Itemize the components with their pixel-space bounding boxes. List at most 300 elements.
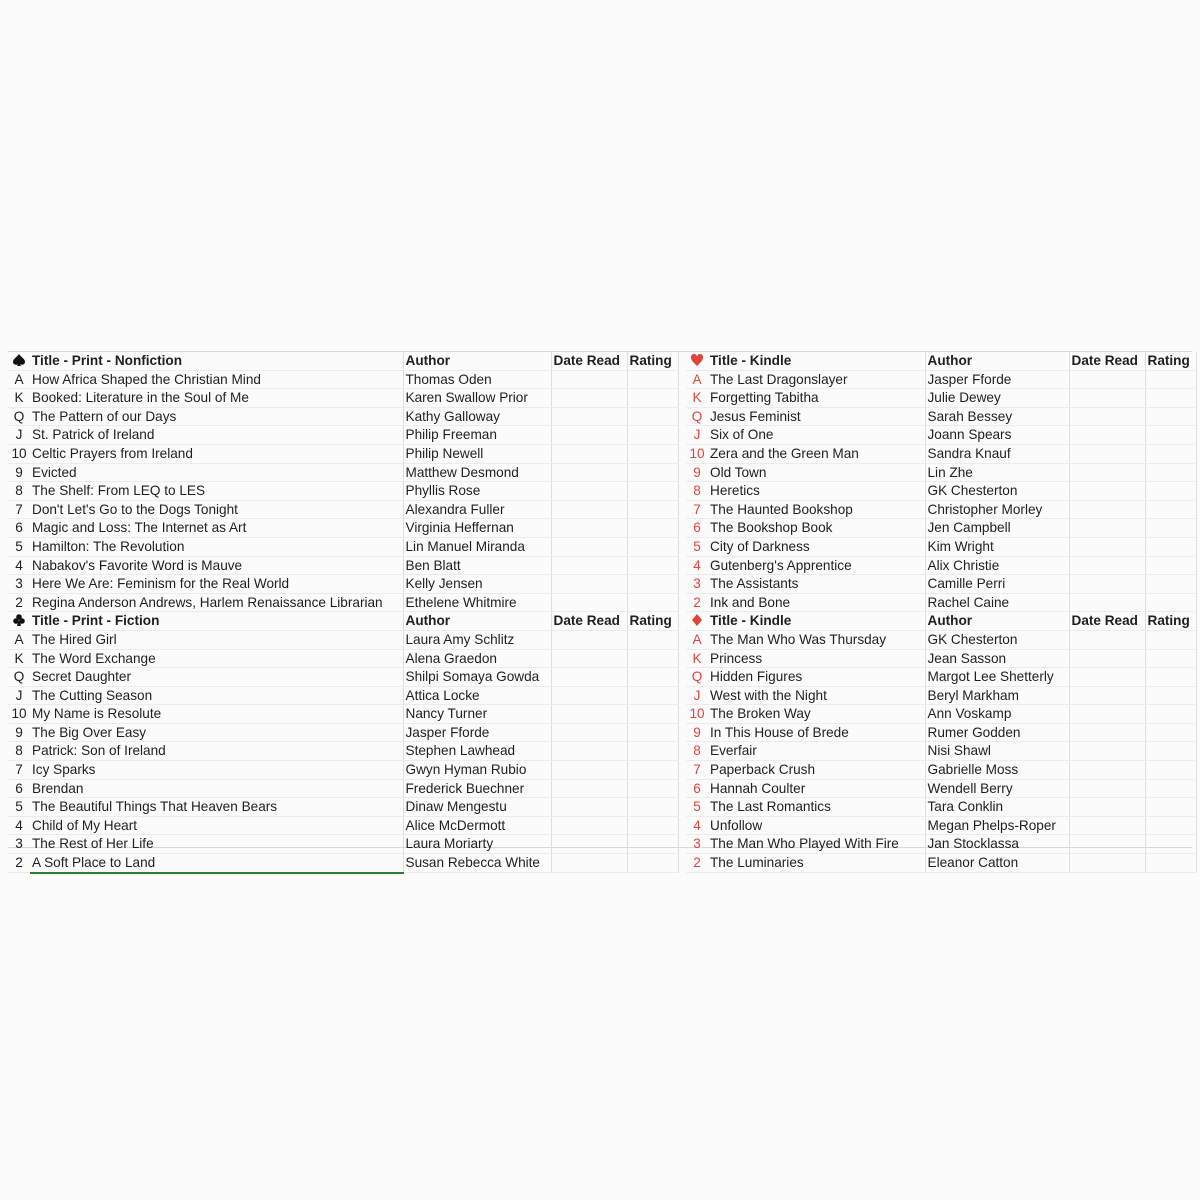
book-author-cell[interactable]: Sarah Bessey bbox=[925, 407, 1069, 426]
table-row bbox=[8, 835, 678, 854]
book-author-cell[interactable]: Attica Locke bbox=[403, 686, 551, 705]
rating-cell[interactable] bbox=[627, 389, 678, 408]
card-rank[interactable]: 2 bbox=[686, 854, 708, 873]
date-read-cell[interactable] bbox=[551, 556, 627, 575]
header-title-cell[interactable]: Title - Print - Fiction bbox=[30, 612, 403, 631]
print-books-grid bbox=[8, 352, 680, 874]
rating-cell[interactable] bbox=[627, 575, 678, 594]
rating-cell[interactable] bbox=[1145, 463, 1196, 482]
card-rank[interactable]: 2 bbox=[8, 593, 30, 612]
card-rank[interactable]: K bbox=[8, 389, 30, 408]
date-read-cell[interactable] bbox=[551, 593, 627, 612]
date-read-cell[interactable] bbox=[551, 705, 627, 724]
header-author-cell[interactable]: Author bbox=[403, 612, 551, 631]
book-title-cell[interactable]: Forgetting Tabitha bbox=[708, 389, 925, 408]
table-row bbox=[686, 519, 1196, 538]
card-rank[interactable]: 5 bbox=[8, 798, 30, 817]
book-title-cell[interactable]: Here We Are: Feminism for the Real World bbox=[30, 575, 403, 594]
header-date-read-cell[interactable]: Date Read bbox=[551, 352, 627, 370]
card-rank[interactable]: 9 bbox=[8, 463, 30, 482]
rating-cell[interactable] bbox=[1145, 630, 1196, 649]
book-author-cell[interactable]: Dinaw Mengestu bbox=[403, 798, 551, 817]
card-rank[interactable]: A bbox=[8, 630, 30, 649]
rating-cell[interactable] bbox=[1145, 668, 1196, 687]
card-rank[interactable]: Q bbox=[686, 668, 708, 687]
card-rank[interactable]: Q bbox=[686, 407, 708, 426]
table-row bbox=[686, 482, 1196, 501]
rating-cell[interactable] bbox=[1145, 761, 1196, 780]
book-title-cell[interactable]: Paperback Crush bbox=[708, 761, 925, 780]
book-author-cell[interactable]: Matthew Desmond bbox=[403, 463, 551, 482]
book-title-cell[interactable]: The Man Who Was Thursday bbox=[708, 630, 925, 649]
rating-cell[interactable] bbox=[627, 816, 678, 835]
book-title-cell[interactable]: Icy Sparks bbox=[30, 761, 403, 780]
book-title-cell[interactable]: The Hired Girl bbox=[30, 630, 403, 649]
card-rank[interactable]: 8 bbox=[686, 742, 708, 761]
book-title-cell[interactable]: Ink and Bone bbox=[708, 593, 925, 612]
date-read-cell[interactable] bbox=[551, 389, 627, 408]
book-author-cell[interactable]: Alice McDermott bbox=[403, 816, 551, 835]
book-title-cell[interactable]: The Haunted Bookshop bbox=[708, 500, 925, 519]
table-row bbox=[686, 537, 1196, 556]
date-read-cell[interactable] bbox=[1069, 426, 1145, 445]
date-read-cell[interactable] bbox=[1069, 407, 1145, 426]
book-title-cell[interactable]: Hidden Figures bbox=[708, 668, 925, 687]
card-rank[interactable]: 2 bbox=[8, 854, 30, 873]
book-title-cell[interactable]: My Name is Resolute bbox=[30, 705, 403, 724]
book-title-cell[interactable]: St. Patrick of Ireland bbox=[30, 426, 403, 445]
book-title-cell[interactable]: Six of One bbox=[708, 426, 925, 445]
book-author-cell[interactable]: Megan Phelps-Roper bbox=[925, 816, 1069, 835]
card-rank[interactable]: K bbox=[8, 649, 30, 668]
book-author-cell[interactable]: Kelly Jensen bbox=[403, 575, 551, 594]
date-read-cell[interactable] bbox=[551, 649, 627, 668]
book-title-cell[interactable]: Patrick: Son of Ireland bbox=[30, 742, 403, 761]
date-read-cell[interactable] bbox=[551, 426, 627, 445]
rating-cell[interactable] bbox=[1145, 686, 1196, 705]
date-read-cell[interactable] bbox=[551, 742, 627, 761]
date-read-cell[interactable] bbox=[1069, 761, 1145, 780]
date-read-cell[interactable] bbox=[551, 575, 627, 594]
book-author-cell[interactable]: Shilpi Somaya Gowda bbox=[403, 668, 551, 687]
book-title-cell[interactable]: Hamilton: The Revolution bbox=[30, 537, 403, 556]
date-read-cell[interactable] bbox=[1069, 537, 1145, 556]
book-author-cell[interactable]: Ann Voskamp bbox=[925, 705, 1069, 724]
book-title-cell[interactable]: Regina Anderson Andrews, Harlem Renaissance Librarian bbox=[30, 593, 403, 612]
rating-cell[interactable] bbox=[627, 463, 678, 482]
header-title-cell[interactable]: Title - Kindle bbox=[708, 612, 925, 631]
header-date-read-cell[interactable]: Date Read bbox=[1069, 352, 1145, 370]
rating-cell[interactable] bbox=[1145, 426, 1196, 445]
date-read-cell[interactable] bbox=[551, 370, 627, 389]
table-row bbox=[686, 575, 1196, 594]
rating-cell[interactable] bbox=[1145, 575, 1196, 594]
book-author-cell[interactable]: Jasper Fforde bbox=[403, 723, 551, 742]
rating-cell[interactable] bbox=[627, 835, 678, 854]
header-title-cell[interactable]: Title - Kindle bbox=[708, 352, 925, 370]
date-read-cell[interactable] bbox=[1069, 649, 1145, 668]
book-title-cell[interactable]: Gutenberg's Apprentice bbox=[708, 556, 925, 575]
card-rank[interactable]: 9 bbox=[686, 463, 708, 482]
rating-cell[interactable] bbox=[1145, 835, 1196, 854]
date-read-cell[interactable] bbox=[551, 854, 627, 873]
table-row bbox=[8, 761, 678, 780]
book-author-cell[interactable]: Ethelene Whitmire bbox=[403, 593, 551, 612]
table-row bbox=[8, 798, 678, 817]
book-title-cell[interactable]: Hannah Coulter bbox=[708, 779, 925, 798]
date-read-cell[interactable] bbox=[1069, 816, 1145, 835]
heart-icon bbox=[686, 352, 708, 370]
book-title-cell[interactable]: Secret Daughter bbox=[30, 668, 403, 687]
rating-cell[interactable] bbox=[627, 407, 678, 426]
book-author-cell[interactable]: Camille Perri bbox=[925, 575, 1069, 594]
rating-cell[interactable] bbox=[1145, 854, 1196, 873]
book-title-cell[interactable]: The Bookshop Book bbox=[708, 519, 925, 538]
date-read-cell[interactable] bbox=[551, 500, 627, 519]
table-row bbox=[686, 816, 1196, 835]
book-author-cell[interactable]: Ben Blatt bbox=[403, 556, 551, 575]
header-author-cell[interactable]: Author bbox=[403, 352, 551, 370]
card-rank[interactable]: 9 bbox=[686, 723, 708, 742]
date-read-cell[interactable] bbox=[551, 630, 627, 649]
table-row bbox=[8, 444, 678, 463]
date-read-cell[interactable] bbox=[1069, 389, 1145, 408]
card-rank[interactable]: 3 bbox=[8, 575, 30, 594]
book-title-cell[interactable]: Brendan bbox=[30, 779, 403, 798]
book-author-cell[interactable]: Sandra Knauf bbox=[925, 444, 1069, 463]
book-title-cell[interactable]: City of Darkness bbox=[708, 537, 925, 556]
book-title-cell[interactable]: The Rest of Her Life bbox=[30, 835, 403, 854]
book-author-cell[interactable]: Philip Newell bbox=[403, 444, 551, 463]
book-author-cell[interactable]: Beryl Markham bbox=[925, 686, 1069, 705]
table-row bbox=[686, 630, 1196, 649]
book-author-cell[interactable]: Gabrielle Moss bbox=[925, 761, 1069, 780]
rating-cell[interactable] bbox=[1145, 370, 1196, 389]
table-row bbox=[8, 556, 678, 575]
card-rank[interactable]: K bbox=[686, 389, 708, 408]
book-title-cell[interactable]: The Word Exchange bbox=[30, 649, 403, 668]
rating-cell[interactable] bbox=[1145, 389, 1196, 408]
book-author-cell[interactable]: Susan Rebecca White bbox=[403, 854, 551, 873]
book-author-cell[interactable]: Frederick Buechner bbox=[403, 779, 551, 798]
date-read-cell[interactable] bbox=[1069, 723, 1145, 742]
rating-cell[interactable] bbox=[627, 854, 678, 873]
book-author-cell[interactable]: Julie Dewey bbox=[925, 389, 1069, 408]
book-title-cell[interactable]: Unfollow bbox=[708, 816, 925, 835]
card-rank[interactable]: 5 bbox=[8, 537, 30, 556]
date-read-cell[interactable] bbox=[1069, 705, 1145, 724]
book-title-cell[interactable]: Booked: Literature in the Soul of Me bbox=[30, 389, 403, 408]
book-title-cell[interactable]: Old Town bbox=[708, 463, 925, 482]
book-title-cell[interactable]: The Man Who Played With Fire bbox=[708, 835, 925, 854]
card-rank[interactable]: 9 bbox=[8, 723, 30, 742]
card-rank[interactable]: 10 bbox=[8, 705, 30, 724]
table-row bbox=[8, 426, 678, 445]
card-rank[interactable]: 8 bbox=[686, 482, 708, 501]
date-read-cell[interactable] bbox=[1069, 630, 1145, 649]
rating-cell[interactable] bbox=[627, 370, 678, 389]
book-author-cell[interactable]: Alix Christie bbox=[925, 556, 1069, 575]
rating-cell[interactable] bbox=[627, 444, 678, 463]
rating-cell[interactable] bbox=[627, 798, 678, 817]
book-author-cell[interactable]: Alexandra Fuller bbox=[403, 500, 551, 519]
book-author-cell[interactable]: Jean Sasson bbox=[925, 649, 1069, 668]
header-title-cell[interactable]: Title - Print - Nonfiction bbox=[30, 352, 403, 370]
rating-cell[interactable] bbox=[627, 761, 678, 780]
book-author-cell[interactable]: Kathy Galloway bbox=[403, 407, 551, 426]
date-read-cell[interactable] bbox=[551, 723, 627, 742]
book-author-cell[interactable]: Margot Lee Shetterly bbox=[925, 668, 1069, 687]
table-row bbox=[686, 370, 1196, 389]
book-author-cell[interactable]: Alena Graedon bbox=[403, 649, 551, 668]
rating-cell[interactable] bbox=[1145, 649, 1196, 668]
rating-cell[interactable] bbox=[627, 668, 678, 687]
rating-cell[interactable] bbox=[627, 593, 678, 612]
header-rating-cell[interactable]: Rating bbox=[627, 352, 678, 370]
card-rank[interactable]: 7 bbox=[686, 500, 708, 519]
date-read-cell[interactable] bbox=[551, 686, 627, 705]
card-rank[interactable]: 6 bbox=[8, 519, 30, 538]
book-author-cell[interactable]: Phyllis Rose bbox=[403, 482, 551, 501]
book-author-cell[interactable]: Christopher Morley bbox=[925, 500, 1069, 519]
book-author-cell[interactable]: Lin Zhe bbox=[925, 463, 1069, 482]
book-author-cell[interactable]: Philip Freeman bbox=[403, 426, 551, 445]
rating-cell[interactable] bbox=[627, 779, 678, 798]
book-title-cell[interactable]: How Africa Shaped the Christian Mind bbox=[30, 370, 403, 389]
date-read-cell[interactable] bbox=[1069, 742, 1145, 761]
card-rank[interactable]: 3 bbox=[686, 575, 708, 594]
rating-cell[interactable] bbox=[1145, 482, 1196, 501]
book-title-cell[interactable]: Jesus Feminist bbox=[708, 407, 925, 426]
rating-cell[interactable] bbox=[627, 649, 678, 668]
card-rank[interactable]: 5 bbox=[686, 537, 708, 556]
book-title-cell[interactable]: The Last Dragonslayer bbox=[708, 370, 925, 389]
header-author-cell[interactable]: Author bbox=[925, 352, 1069, 370]
date-read-cell[interactable] bbox=[551, 463, 627, 482]
rating-cell[interactable] bbox=[1145, 816, 1196, 835]
book-title-cell[interactable]: The Shelf: From LEQ to LES bbox=[30, 482, 403, 501]
date-read-cell[interactable] bbox=[1069, 575, 1145, 594]
rating-cell[interactable] bbox=[627, 426, 678, 445]
book-title-cell[interactable]: The Pattern of our Days bbox=[30, 407, 403, 426]
book-author-cell[interactable]: Jan Stocklassa bbox=[925, 835, 1069, 854]
date-read-cell[interactable] bbox=[1069, 835, 1145, 854]
rating-cell[interactable] bbox=[627, 630, 678, 649]
book-title-cell[interactable]: The Beautiful Things That Heaven Bears bbox=[30, 798, 403, 817]
rating-cell[interactable] bbox=[1145, 593, 1196, 612]
date-read-cell[interactable] bbox=[1069, 779, 1145, 798]
book-author-cell[interactable]: Virginia Heffernan bbox=[403, 519, 551, 538]
card-rank[interactable]: Q bbox=[8, 668, 30, 687]
book-title-cell[interactable]: Evicted bbox=[30, 463, 403, 482]
book-author-cell[interactable]: GK Chesterton bbox=[925, 482, 1069, 501]
rating-cell[interactable] bbox=[1145, 742, 1196, 761]
book-author-cell[interactable]: Joann Spears bbox=[925, 426, 1069, 445]
rating-cell[interactable] bbox=[1145, 444, 1196, 463]
rating-cell[interactable] bbox=[627, 723, 678, 742]
rating-cell[interactable] bbox=[627, 537, 678, 556]
date-read-cell[interactable] bbox=[1069, 593, 1145, 612]
table-row bbox=[686, 668, 1196, 687]
book-title-cell[interactable]: Everfair bbox=[708, 742, 925, 761]
card-rank[interactable]: 5 bbox=[686, 798, 708, 817]
book-title-cell[interactable]: The Assistants bbox=[708, 575, 925, 594]
card-rank[interactable]: 3 bbox=[8, 835, 30, 854]
rating-cell[interactable] bbox=[627, 742, 678, 761]
card-rank[interactable]: 10 bbox=[686, 705, 708, 724]
rating-cell[interactable] bbox=[627, 482, 678, 501]
date-read-cell[interactable] bbox=[551, 444, 627, 463]
rating-cell[interactable] bbox=[1145, 556, 1196, 575]
book-author-cell[interactable]: Rumer Godden bbox=[925, 723, 1069, 742]
rating-cell[interactable] bbox=[1145, 500, 1196, 519]
rating-cell[interactable] bbox=[1145, 537, 1196, 556]
rating-cell[interactable] bbox=[627, 556, 678, 575]
card-rank[interactable]: J bbox=[686, 426, 708, 445]
date-read-cell[interactable] bbox=[1069, 798, 1145, 817]
book-author-cell[interactable]: Gwyn Hyman Rubio bbox=[403, 761, 551, 780]
date-read-cell[interactable] bbox=[1069, 370, 1145, 389]
rating-cell[interactable] bbox=[627, 686, 678, 705]
card-rank[interactable]: A bbox=[686, 630, 708, 649]
book-author-cell[interactable]: Laura Moriarty bbox=[403, 835, 551, 854]
header-rating-cell[interactable]: Rating bbox=[1145, 352, 1196, 370]
book-author-cell[interactable]: Jasper Fforde bbox=[925, 370, 1069, 389]
table-row bbox=[8, 686, 678, 705]
card-rank[interactable]: 10 bbox=[8, 444, 30, 463]
header-rating-cell[interactable]: Rating bbox=[1145, 612, 1196, 631]
book-author-cell[interactable]: Karen Swallow Prior bbox=[403, 389, 551, 408]
date-read-cell[interactable] bbox=[551, 668, 627, 687]
card-rank[interactable]: 8 bbox=[8, 742, 30, 761]
book-title-cell[interactable]: Heretics bbox=[708, 482, 925, 501]
date-read-cell[interactable] bbox=[1069, 854, 1145, 873]
table-row bbox=[686, 389, 1196, 408]
card-rank[interactable]: A bbox=[686, 370, 708, 389]
table-row bbox=[686, 593, 1196, 612]
book-title-cell[interactable]: In This House of Brede bbox=[708, 723, 925, 742]
book-title-cell[interactable]: Princess bbox=[708, 649, 925, 668]
card-rank[interactable]: 6 bbox=[686, 519, 708, 538]
date-read-cell[interactable] bbox=[551, 407, 627, 426]
card-rank[interactable]: 4 bbox=[686, 816, 708, 835]
card-rank[interactable]: 10 bbox=[686, 444, 708, 463]
date-read-cell[interactable] bbox=[551, 779, 627, 798]
header-rating-cell[interactable]: Rating bbox=[627, 612, 678, 631]
date-read-cell[interactable] bbox=[1069, 500, 1145, 519]
book-title-cell[interactable]: The Broken Way bbox=[708, 705, 925, 724]
rating-cell[interactable] bbox=[1145, 798, 1196, 817]
book-author-cell[interactable]: Laura Amy Schlitz bbox=[403, 630, 551, 649]
book-title-cell[interactable]: The Cutting Season bbox=[30, 686, 403, 705]
rating-cell[interactable] bbox=[627, 705, 678, 724]
card-rank[interactable]: 7 bbox=[8, 761, 30, 780]
date-read-cell[interactable] bbox=[551, 519, 627, 538]
book-author-cell[interactable]: Nisi Shawl bbox=[925, 742, 1069, 761]
book-title-cell[interactable]: West with the Night bbox=[708, 686, 925, 705]
book-author-cell[interactable]: Wendell Berry bbox=[925, 779, 1069, 798]
table-row bbox=[8, 389, 678, 408]
card-rank[interactable]: 4 bbox=[686, 556, 708, 575]
date-read-cell[interactable] bbox=[551, 761, 627, 780]
card-rank[interactable]: 6 bbox=[8, 779, 30, 798]
table-row bbox=[686, 426, 1196, 445]
rating-cell[interactable] bbox=[1145, 779, 1196, 798]
header-author-cell[interactable]: Author bbox=[925, 612, 1069, 631]
card-rank[interactable]: 6 bbox=[686, 779, 708, 798]
card-rank[interactable]: 4 bbox=[8, 556, 30, 575]
header-date-read-cell[interactable]: Date Read bbox=[1069, 612, 1145, 631]
date-read-cell[interactable] bbox=[551, 537, 627, 556]
book-title-cell[interactable]: A Soft Place to Land bbox=[30, 854, 403, 873]
book-title-cell[interactable]: Don't Let's Go to the Dogs Tonight bbox=[30, 500, 403, 519]
date-read-cell[interactable] bbox=[1069, 482, 1145, 501]
card-rank[interactable]: A bbox=[8, 370, 30, 389]
card-rank[interactable]: 2 bbox=[686, 593, 708, 612]
book-author-cell[interactable]: Eleanor Catton bbox=[925, 854, 1069, 873]
card-rank[interactable]: 3 bbox=[686, 835, 708, 854]
card-rank[interactable]: K bbox=[686, 649, 708, 668]
book-author-cell[interactable]: Stephen Lawhead bbox=[403, 742, 551, 761]
date-read-cell[interactable] bbox=[1069, 444, 1145, 463]
date-read-cell[interactable] bbox=[1069, 668, 1145, 687]
table-row bbox=[686, 556, 1196, 575]
book-title-cell[interactable]: Nabakov's Favorite Word is Mauve bbox=[30, 556, 403, 575]
table-row bbox=[8, 593, 678, 612]
date-read-cell[interactable] bbox=[1069, 686, 1145, 705]
book-author-cell[interactable]: GK Chesterton bbox=[925, 630, 1069, 649]
rating-cell[interactable] bbox=[1145, 407, 1196, 426]
card-rank[interactable]: J bbox=[686, 686, 708, 705]
date-read-cell[interactable] bbox=[551, 816, 627, 835]
book-author-cell[interactable]: Tara Conklin bbox=[925, 798, 1069, 817]
book-author-cell[interactable]: Rachel Caine bbox=[925, 593, 1069, 612]
date-read-cell[interactable] bbox=[1069, 556, 1145, 575]
book-author-cell[interactable]: Thomas Oden bbox=[403, 370, 551, 389]
card-rank[interactable]: 4 bbox=[8, 816, 30, 835]
book-author-cell[interactable]: Jen Campbell bbox=[925, 519, 1069, 538]
card-rank[interactable]: Q bbox=[8, 407, 30, 426]
rating-cell[interactable] bbox=[1145, 519, 1196, 538]
date-read-cell[interactable] bbox=[1069, 519, 1145, 538]
card-rank[interactable]: 7 bbox=[8, 500, 30, 519]
card-rank[interactable]: J bbox=[8, 686, 30, 705]
rating-cell[interactable] bbox=[627, 500, 678, 519]
card-rank[interactable]: 7 bbox=[686, 761, 708, 780]
date-read-cell[interactable] bbox=[551, 798, 627, 817]
header-date-read-cell[interactable]: Date Read bbox=[551, 612, 627, 631]
book-title-cell[interactable]: The Luminaries bbox=[708, 854, 925, 873]
book-title-cell[interactable]: Magic and Loss: The Internet as Art bbox=[30, 519, 403, 538]
book-title-cell[interactable]: Child of My Heart bbox=[30, 816, 403, 835]
date-read-cell[interactable] bbox=[551, 835, 627, 854]
rating-cell[interactable] bbox=[1145, 723, 1196, 742]
rating-cell[interactable] bbox=[627, 519, 678, 538]
book-title-cell[interactable]: Zera and the Green Man bbox=[708, 444, 925, 463]
book-author-cell[interactable]: Nancy Turner bbox=[403, 705, 551, 724]
date-read-cell[interactable] bbox=[1069, 463, 1145, 482]
rating-cell[interactable] bbox=[1145, 705, 1196, 724]
table-row bbox=[8, 519, 678, 538]
book-title-cell[interactable]: The Big Over Easy bbox=[30, 723, 403, 742]
book-title-cell[interactable]: Celtic Prayers from Ireland bbox=[30, 444, 403, 463]
card-rank[interactable]: J bbox=[8, 426, 30, 445]
card-rank[interactable]: 8 bbox=[8, 482, 30, 501]
book-author-cell[interactable]: Kim Wright bbox=[925, 537, 1069, 556]
date-read-cell[interactable] bbox=[551, 482, 627, 501]
book-author-cell[interactable]: Lin Manuel Miranda bbox=[403, 537, 551, 556]
book-title-cell[interactable]: The Last Romantics bbox=[708, 798, 925, 817]
